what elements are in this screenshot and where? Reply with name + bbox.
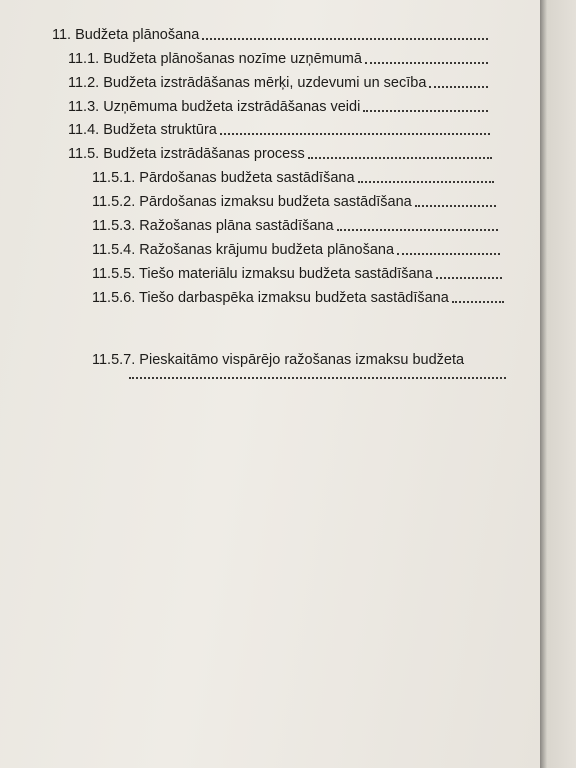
dot-leader: [129, 377, 506, 379]
toc-entry[interactable]: [92, 217, 500, 235]
toc-entry[interactable]: [52, 26, 490, 44]
toc-entry-title: 11.1. Budžeta plānošanas nozīme uzņēmumā: [68, 51, 362, 67]
toc-entry-title: 11.5.4. Ražošanas krājumu budžeta plānošana: [92, 242, 395, 258]
toc-entry-title: 11.5.7. Pieskaitāmo vispārējo ražošanas izmaksu budžeta: [92, 352, 465, 368]
adjacent-page-edge: [558, 0, 576, 768]
toc-entry[interactable]: [68, 74, 490, 92]
toc-entry-title: 11.3. Uzņēmuma budžeta izstrādāšanas veidi: [68, 99, 361, 115]
toc-entry[interactable]: [92, 169, 496, 187]
toc-entry[interactable]: [92, 193, 498, 211]
toc-entry[interactable]: [68, 98, 490, 116]
dot-leader: [220, 133, 490, 135]
dot-leader: [436, 277, 502, 279]
toc-entry[interactable]: [68, 121, 492, 139]
toc-entry[interactable]: [92, 289, 506, 307]
toc-entry-title: 11.5.6. Tiešo darbaspēka izmaksu budžeta sastādīšana: [92, 290, 449, 306]
toc-entry-title: 11. Budžeta plānošana: [52, 27, 200, 43]
dot-leader: [308, 157, 492, 159]
toc-entry-title: 11.5. Budžeta izstrādāšanas process: [68, 146, 305, 162]
toc-entry-title: 11.5.5. Tiešo materiālu izmaksu budžeta sastādīšana: [92, 266, 433, 282]
dot-leader: [202, 38, 488, 40]
dot-leader: [363, 110, 488, 112]
dot-leader: [415, 205, 496, 207]
toc-entry[interactable]: [126, 377, 508, 383]
toc-entry[interactable]: [68, 50, 490, 68]
dot-leader: [358, 181, 494, 183]
toc-entry[interactable]: [92, 265, 504, 283]
toc-entry[interactable]: [68, 145, 494, 163]
toc-entry-title: 11.5.3. Ražošanas plāna sastādīšana: [92, 218, 334, 234]
toc-entry-title: 11.2. Budžeta izstrādāšanas mērķi, uzdevumi un secība: [68, 75, 427, 91]
toc-entry-title: 11.5.2. Pārdošanas izmaksu budžeta sastādīšana: [92, 194, 412, 210]
toc-entry-title: 11.5.1. Pārdošanas budžeta sastādīšana: [92, 170, 355, 186]
toc-entry-title: 11.4. Budžeta struktūra: [68, 122, 217, 138]
dot-leader: [397, 253, 500, 255]
dot-leader: [365, 62, 488, 64]
dot-leader: [429, 86, 488, 88]
dot-leader: [452, 301, 504, 303]
dot-leader: [337, 229, 498, 231]
toc-entry[interactable]: [92, 241, 502, 259]
